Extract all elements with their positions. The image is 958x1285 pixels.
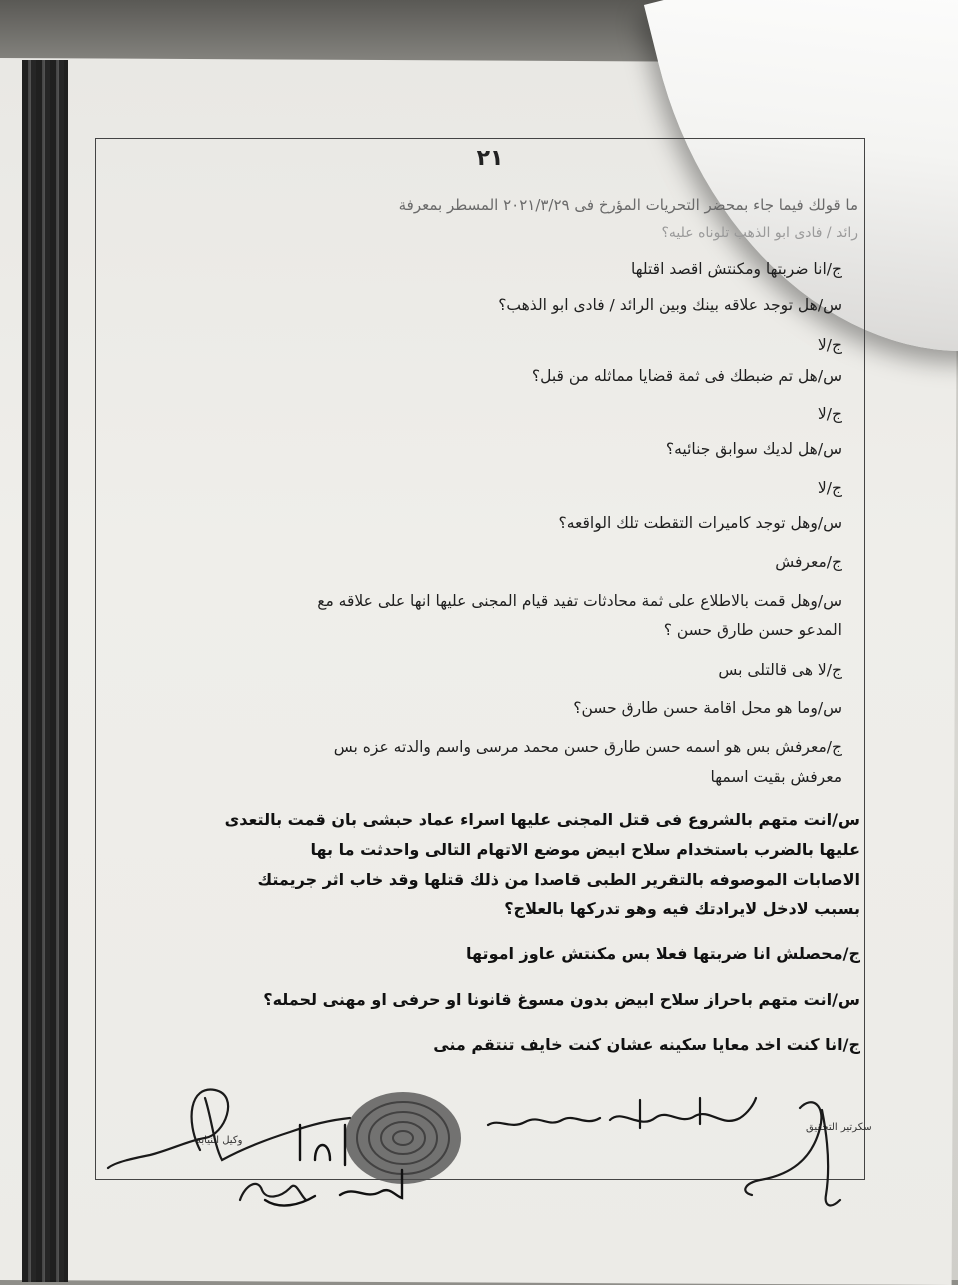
text-line: س/وهل توجد كاميرات التقطت تلك الواقعه؟ — [558, 514, 842, 532]
text-line: ج/محصلش انا ضربتها فعلا بس مكنتش عاوز اموتها — [465, 944, 860, 963]
secretary-label: سكرتير التحقيق — [806, 1122, 872, 1133]
text-line: بسبب لادخل لايرادتك فيه وهو تدركها بالعلاج؟ — [504, 899, 860, 918]
secretary-handwriting — [488, 1098, 756, 1128]
prosecutor-label: وكيل النيابة — [196, 1135, 243, 1146]
prosecutor-signature — [108, 1090, 350, 1200]
text-line: عليها بالضرب باستخدام سلاح ابيض موضع الاتهام التالى واحدثت ما بها — [310, 840, 860, 859]
text-line: المدعو حسن طارق حسن ؟ — [663, 621, 842, 639]
text-line: ج/لا — [817, 479, 842, 497]
text-line: ج/لا هى قالتلى بس — [718, 661, 842, 679]
text-line: معرفش بقيت اسمها — [710, 768, 842, 786]
text-line: س/هل لديك سوابق جنائيه؟ — [665, 440, 842, 458]
text-line: ج/لا — [817, 336, 842, 354]
text-line: رائد / فادى ابو الذهب تلوناه عليه؟ — [661, 225, 858, 241]
text-line: س/هل تم ضبطك فى ثمة قضايا مماثله من قبل؟ — [531, 367, 842, 385]
text-line: س/انت متهم باحراز سلاح ابيض بدون مسوغ قانونا او حرفى او مهنى لحمله؟ — [263, 990, 860, 1009]
text-line: ج/معرفش بس هو اسمه حسن طارق حسن محمد مرسى واسم والدته عزه بس — [333, 738, 842, 756]
text-line: ما قولك فيما جاء بمحضر التحريات المؤرخ فى ٢٠٢١/٣/٢٩ المسطر بمعرفة — [398, 196, 858, 214]
text-line: ج/معرفش — [775, 553, 842, 571]
text-line: الاصابات الموصوفه بالتقرير الطبى قاصدا من ذلك قتلها وقد خاب اثر جريمتك — [257, 870, 860, 889]
text-line: س/وما هو محل اقامة حسن طارق حسن؟ — [573, 699, 842, 717]
text-line: س/هل توجد علاقه بينك وبين الرائد / فادى ابو الذهب؟ — [498, 296, 842, 314]
text-line: س/وهل قمت بالاطلاع على ثمة محادثات تفيد قيام المجنى عليها انها على علاقه مع — [317, 592, 842, 610]
secretary-signature — [745, 1102, 840, 1205]
text-line: ج/انا كنت اخد معايا سكينه عشان كنت خايف تنتقم منى — [433, 1035, 860, 1054]
text-line: ج/لا — [817, 405, 842, 423]
text-line: س/انت متهم بالشروع فى قتل المجنى عليها اسراء عماد حبشى بان قمت بالتعدى — [224, 810, 860, 829]
page-number: ٢١ — [476, 146, 504, 171]
text-line: ج/انا ضربتها ومكنتش اقصد اقتلها — [631, 260, 842, 278]
